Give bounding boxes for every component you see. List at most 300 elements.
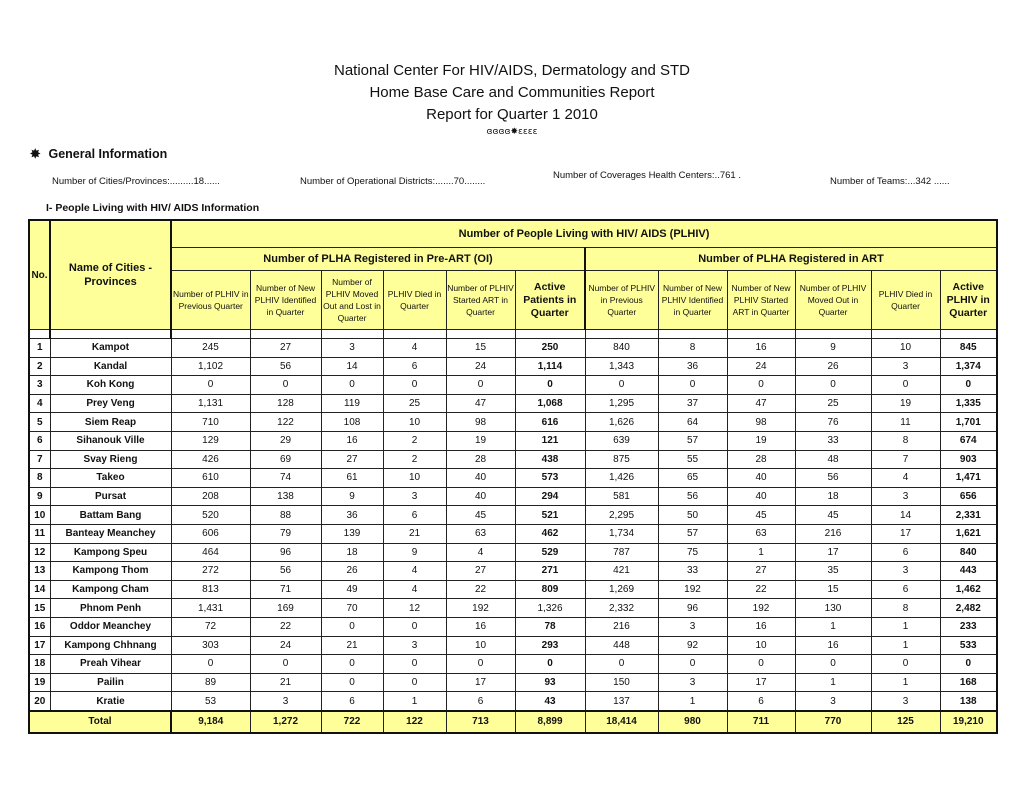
preart-cell: 24 bbox=[446, 357, 515, 376]
art-cell: 656 bbox=[940, 487, 997, 506]
row-number: 17 bbox=[29, 636, 50, 655]
province-name: Kratie bbox=[50, 692, 171, 711]
province-name: Koh Kong bbox=[50, 376, 171, 395]
art-cell: 28 bbox=[727, 450, 795, 469]
table-row bbox=[29, 617, 997, 636]
preart-cell: 21 bbox=[383, 524, 446, 543]
art-cell: 8 bbox=[658, 339, 727, 358]
preart-cell: 3 bbox=[383, 636, 446, 655]
art-cell: 1,295 bbox=[585, 394, 658, 413]
preart-cell: 18 bbox=[321, 543, 383, 562]
province-name: Pailin bbox=[50, 673, 171, 692]
table-row bbox=[29, 580, 997, 599]
preart-cell: 0 bbox=[383, 673, 446, 692]
preart-cell: 0 bbox=[321, 655, 383, 674]
preart-cell: 610 bbox=[171, 469, 250, 488]
art-cell: 10 bbox=[727, 636, 795, 655]
preart-cell: 21 bbox=[321, 636, 383, 655]
col-header-preart-died: PLHIV Died in Quarter bbox=[383, 271, 446, 330]
preart-cell: 10 bbox=[383, 413, 446, 432]
art-cell: 0 bbox=[871, 376, 940, 395]
art-cell: 3 bbox=[658, 617, 727, 636]
total-cell: 125 bbox=[871, 711, 940, 733]
districts-count: Number of Operational Districts:.......70........ bbox=[300, 176, 486, 187]
preart-cell: 96 bbox=[250, 543, 321, 562]
art-cell: 1,269 bbox=[585, 580, 658, 599]
preart-cell: 88 bbox=[250, 506, 321, 525]
art-cell: 75 bbox=[658, 543, 727, 562]
art-cell: 1,626 bbox=[585, 413, 658, 432]
preart-cell: 12 bbox=[383, 599, 446, 618]
preart-cell: 36 bbox=[321, 506, 383, 525]
col-header-preart-started-art: Number of PLHIV Started ART in Quarter bbox=[446, 271, 515, 330]
preart-cell: 4 bbox=[446, 543, 515, 562]
spacer-cell bbox=[795, 330, 871, 339]
art-cell: 192 bbox=[658, 580, 727, 599]
table-row bbox=[29, 506, 997, 525]
preart-cell: 15 bbox=[446, 339, 515, 358]
art-cell: 1 bbox=[871, 673, 940, 692]
preart-cell: 79 bbox=[250, 524, 321, 543]
preart-cell: 19 bbox=[446, 431, 515, 450]
preart-cell: 0 bbox=[321, 617, 383, 636]
spacer-cell bbox=[383, 330, 446, 339]
preart-cell: 293 bbox=[515, 636, 585, 655]
spacer-cell bbox=[658, 330, 727, 339]
art-cell: 168 bbox=[940, 673, 997, 692]
preart-cell: 119 bbox=[321, 394, 383, 413]
province-name: Kampong Speu bbox=[50, 543, 171, 562]
preart-cell: 208 bbox=[171, 487, 250, 506]
preart-cell: 21 bbox=[250, 673, 321, 692]
art-cell: 0 bbox=[727, 655, 795, 674]
col-header-no: No. bbox=[29, 220, 50, 330]
art-cell: 1 bbox=[871, 617, 940, 636]
art-cell: 18 bbox=[795, 487, 871, 506]
province-name: Preah Vihear bbox=[50, 655, 171, 674]
preart-cell: 1,431 bbox=[171, 599, 250, 618]
row-number: 9 bbox=[29, 487, 50, 506]
art-cell: 3 bbox=[795, 692, 871, 711]
preart-cell: 24 bbox=[250, 636, 321, 655]
art-cell: 130 bbox=[795, 599, 871, 618]
preart-cell: 70 bbox=[321, 599, 383, 618]
preart-cell: 139 bbox=[321, 524, 383, 543]
row-number: 18 bbox=[29, 655, 50, 674]
preart-cell: 25 bbox=[383, 394, 446, 413]
art-cell: 137 bbox=[585, 692, 658, 711]
province-name: Kampong Thom bbox=[50, 562, 171, 581]
row-number: 19 bbox=[29, 673, 50, 692]
province-name: Kampot bbox=[50, 339, 171, 358]
art-cell: 1,621 bbox=[940, 524, 997, 543]
art-cell: 92 bbox=[658, 636, 727, 655]
group-header-preart: Number of PLHA Registered in Pre-ART (OI) bbox=[171, 248, 585, 271]
province-name: Svay Rieng bbox=[50, 450, 171, 469]
province-name: Sihanouk Ville bbox=[50, 431, 171, 450]
province-name: Battam Bang bbox=[50, 506, 171, 525]
preart-cell: 250 bbox=[515, 339, 585, 358]
preart-cell: 16 bbox=[321, 431, 383, 450]
preart-cell: 0 bbox=[446, 655, 515, 674]
preart-cell: 0 bbox=[383, 376, 446, 395]
art-cell: 3 bbox=[871, 487, 940, 506]
art-cell: 3 bbox=[658, 673, 727, 692]
art-cell: 50 bbox=[658, 506, 727, 525]
spacer-cell bbox=[29, 330, 50, 339]
art-cell: 216 bbox=[585, 617, 658, 636]
art-cell: 57 bbox=[658, 431, 727, 450]
col-header-preart-moved: Number of PLHIV Moved Out and Lost in Quarter bbox=[321, 271, 383, 330]
table-row bbox=[29, 357, 997, 376]
preart-cell: 40 bbox=[446, 487, 515, 506]
total-cell: 722 bbox=[321, 711, 383, 733]
art-cell: 98 bbox=[727, 413, 795, 432]
row-number: 11 bbox=[29, 524, 50, 543]
col-header-art-active: Active PLHIV in Quarter bbox=[940, 271, 997, 330]
preart-cell: 464 bbox=[171, 543, 250, 562]
art-cell: 48 bbox=[795, 450, 871, 469]
plhiv-table bbox=[28, 219, 998, 734]
preart-cell: 3 bbox=[383, 487, 446, 506]
row-number: 20 bbox=[29, 692, 50, 711]
art-cell: 1 bbox=[871, 636, 940, 655]
row-number: 4 bbox=[29, 394, 50, 413]
art-cell: 45 bbox=[795, 506, 871, 525]
preart-cell: 0 bbox=[446, 376, 515, 395]
art-cell: 0 bbox=[940, 655, 997, 674]
province-name: Phnom Penh bbox=[50, 599, 171, 618]
preart-cell: 45 bbox=[446, 506, 515, 525]
total-cell: 980 bbox=[658, 711, 727, 733]
preart-cell: 28 bbox=[446, 450, 515, 469]
art-cell: 6 bbox=[871, 543, 940, 562]
preart-cell: 122 bbox=[250, 413, 321, 432]
col-header-preart-active: Active Patients in Quarter bbox=[515, 271, 585, 330]
general-info-heading bbox=[30, 146, 167, 161]
preart-cell: 0 bbox=[321, 673, 383, 692]
col-header-art-died: PLHIV Died in Quarter bbox=[871, 271, 940, 330]
art-cell: 76 bbox=[795, 413, 871, 432]
row-number: 6 bbox=[29, 431, 50, 450]
preart-cell: 0 bbox=[171, 655, 250, 674]
general-info-label: General Information bbox=[48, 147, 168, 161]
preart-cell: 27 bbox=[250, 339, 321, 358]
preart-cell: 0 bbox=[171, 376, 250, 395]
preart-cell: 0 bbox=[515, 655, 585, 674]
art-cell: 25 bbox=[795, 394, 871, 413]
total-cell: 122 bbox=[383, 711, 446, 733]
table-row bbox=[29, 636, 997, 655]
col-header-preart-previous: Number of PLHIV in Previous Quarter bbox=[171, 271, 250, 330]
preart-cell: 426 bbox=[171, 450, 250, 469]
art-cell: 903 bbox=[940, 450, 997, 469]
preart-cell: 606 bbox=[171, 524, 250, 543]
art-cell: 16 bbox=[727, 617, 795, 636]
preart-cell: 6 bbox=[321, 692, 383, 711]
province-name: Kandal bbox=[50, 357, 171, 376]
art-cell: 2,482 bbox=[940, 599, 997, 618]
preart-cell: 6 bbox=[446, 692, 515, 711]
art-cell: 845 bbox=[940, 339, 997, 358]
preart-cell: 809 bbox=[515, 580, 585, 599]
art-cell: 1,374 bbox=[940, 357, 997, 376]
preart-cell: 89 bbox=[171, 673, 250, 692]
art-cell: 0 bbox=[727, 376, 795, 395]
table-row bbox=[29, 524, 997, 543]
art-cell: 16 bbox=[795, 636, 871, 655]
table-row bbox=[29, 469, 997, 488]
preart-cell: 1,114 bbox=[515, 357, 585, 376]
total-cell: 713 bbox=[446, 711, 515, 733]
preart-cell: 294 bbox=[515, 487, 585, 506]
art-cell: 840 bbox=[940, 543, 997, 562]
art-cell: 233 bbox=[940, 617, 997, 636]
spacer-cell bbox=[321, 330, 383, 339]
art-cell: 0 bbox=[585, 376, 658, 395]
spacer-cell bbox=[171, 330, 250, 339]
art-cell: 192 bbox=[727, 599, 795, 618]
preart-cell: 17 bbox=[446, 673, 515, 692]
table-row bbox=[29, 394, 997, 413]
preart-cell: 22 bbox=[250, 617, 321, 636]
art-cell: 3 bbox=[871, 562, 940, 581]
preart-cell: 78 bbox=[515, 617, 585, 636]
table-row bbox=[29, 655, 997, 674]
art-cell: 7 bbox=[871, 450, 940, 469]
preart-cell: 16 bbox=[446, 617, 515, 636]
art-cell: 674 bbox=[940, 431, 997, 450]
teams-count: Number of Teams:...342 ...... bbox=[830, 176, 950, 187]
preart-cell: 272 bbox=[171, 562, 250, 581]
preart-cell: 303 bbox=[171, 636, 250, 655]
province-name: Kampong Chhnang bbox=[50, 636, 171, 655]
preart-cell: 9 bbox=[321, 487, 383, 506]
art-cell: 3 bbox=[871, 357, 940, 376]
art-cell: 14 bbox=[871, 506, 940, 525]
preart-cell: 128 bbox=[250, 394, 321, 413]
report-period: Report for Quarter 1 2010 bbox=[426, 106, 598, 123]
preart-cell: 462 bbox=[515, 524, 585, 543]
preart-cell: 10 bbox=[446, 636, 515, 655]
art-cell: 8 bbox=[871, 599, 940, 618]
art-cell: 64 bbox=[658, 413, 727, 432]
art-cell: 6 bbox=[871, 580, 940, 599]
art-cell: 33 bbox=[658, 562, 727, 581]
table-row bbox=[29, 599, 997, 618]
table-row bbox=[29, 543, 997, 562]
spacer-cell bbox=[446, 330, 515, 339]
ornament-divider: ɞɞɞɞ✸ɛɛɛɛ bbox=[486, 127, 538, 137]
preart-cell: 47 bbox=[446, 394, 515, 413]
art-cell: 55 bbox=[658, 450, 727, 469]
art-cell: 16 bbox=[727, 339, 795, 358]
art-cell: 57 bbox=[658, 524, 727, 543]
art-cell: 15 bbox=[795, 580, 871, 599]
art-cell: 19 bbox=[871, 394, 940, 413]
col-header-preart-new: Number of New PLHIV Identified in Quarter bbox=[250, 271, 321, 330]
art-cell: 0 bbox=[871, 655, 940, 674]
preart-cell: 2 bbox=[383, 431, 446, 450]
health-centers-count: Number of Coverages Health Centers:..761 . bbox=[553, 170, 741, 181]
art-cell: 1 bbox=[795, 673, 871, 692]
preart-cell: 0 bbox=[383, 617, 446, 636]
province-name: Siem Reap bbox=[50, 413, 171, 432]
row-number: 16 bbox=[29, 617, 50, 636]
art-cell: 96 bbox=[658, 599, 727, 618]
art-cell: 4 bbox=[871, 469, 940, 488]
row-number: 14 bbox=[29, 580, 50, 599]
art-cell: 1,734 bbox=[585, 524, 658, 543]
preart-cell: 71 bbox=[250, 580, 321, 599]
art-cell: 0 bbox=[658, 655, 727, 674]
preart-cell: 1,326 bbox=[515, 599, 585, 618]
art-cell: 138 bbox=[940, 692, 997, 711]
preart-cell: 4 bbox=[383, 580, 446, 599]
spacer-cell bbox=[727, 330, 795, 339]
preart-cell: 56 bbox=[250, 562, 321, 581]
table-row bbox=[29, 376, 997, 395]
spacer-cell bbox=[515, 330, 585, 339]
row-number: 3 bbox=[29, 376, 50, 395]
row-number: 7 bbox=[29, 450, 50, 469]
art-cell: 6 bbox=[727, 692, 795, 711]
art-cell: 1,471 bbox=[940, 469, 997, 488]
col-header-art-previous: Number of PLHIV in Previous Quarter bbox=[585, 271, 658, 330]
col-header-art-moved: Number of PLHIV Moved Out in Quarter bbox=[795, 271, 871, 330]
preart-cell: 121 bbox=[515, 431, 585, 450]
preart-cell: 813 bbox=[171, 580, 250, 599]
total-cell: 18,414 bbox=[585, 711, 658, 733]
row-number: 15 bbox=[29, 599, 50, 618]
preart-cell: 0 bbox=[250, 655, 321, 674]
preart-cell: 27 bbox=[321, 450, 383, 469]
preart-cell: 49 bbox=[321, 580, 383, 599]
preart-cell: 0 bbox=[250, 376, 321, 395]
table-row bbox=[29, 487, 997, 506]
preart-cell: 27 bbox=[446, 562, 515, 581]
preart-cell: 10 bbox=[383, 469, 446, 488]
preart-cell: 3 bbox=[250, 692, 321, 711]
art-cell: 9 bbox=[795, 339, 871, 358]
art-cell: 37 bbox=[658, 394, 727, 413]
spacer-cell bbox=[585, 330, 658, 339]
province-name: Takeo bbox=[50, 469, 171, 488]
preart-cell: 69 bbox=[250, 450, 321, 469]
total-cell: 9,184 bbox=[171, 711, 250, 733]
art-cell: 27 bbox=[727, 562, 795, 581]
preart-cell: 192 bbox=[446, 599, 515, 618]
province-name: Oddor Meanchey bbox=[50, 617, 171, 636]
preart-cell: 1 bbox=[383, 692, 446, 711]
preart-cell: 0 bbox=[383, 655, 446, 674]
art-cell: 40 bbox=[727, 487, 795, 506]
group-header-plhiv: Number of People Living with HIV/ AIDS (PLHIV) bbox=[171, 220, 997, 248]
table-row bbox=[29, 673, 997, 692]
art-cell: 0 bbox=[795, 376, 871, 395]
art-cell: 63 bbox=[727, 524, 795, 543]
table-row bbox=[29, 431, 997, 450]
row-number: 2 bbox=[29, 357, 50, 376]
preart-cell: 98 bbox=[446, 413, 515, 432]
spacer-cell bbox=[871, 330, 940, 339]
art-cell: 3 bbox=[871, 692, 940, 711]
preart-cell: 4 bbox=[383, 562, 446, 581]
row-number: 13 bbox=[29, 562, 50, 581]
preart-cell: 74 bbox=[250, 469, 321, 488]
art-cell: 1,426 bbox=[585, 469, 658, 488]
col-header-art-new: Number of New PLHIV Identified in Quarter bbox=[658, 271, 727, 330]
art-cell: 0 bbox=[940, 376, 997, 395]
table-row bbox=[29, 692, 997, 711]
art-cell: 0 bbox=[658, 376, 727, 395]
province-name: Prey Veng bbox=[50, 394, 171, 413]
preart-cell: 6 bbox=[383, 506, 446, 525]
art-cell: 26 bbox=[795, 357, 871, 376]
spacer-row bbox=[29, 330, 997, 339]
preart-cell: 710 bbox=[171, 413, 250, 432]
group-header-art: Number of PLHA Registered in ART bbox=[585, 248, 997, 271]
preart-cell: 43 bbox=[515, 692, 585, 711]
art-cell: 875 bbox=[585, 450, 658, 469]
total-cell: 19,210 bbox=[940, 711, 997, 733]
preart-cell: 520 bbox=[171, 506, 250, 525]
asterisk-bullet-icon: ✸ bbox=[30, 147, 41, 161]
table-row bbox=[29, 562, 997, 581]
art-cell: 421 bbox=[585, 562, 658, 581]
table-row bbox=[29, 413, 997, 432]
art-cell: 2,332 bbox=[585, 599, 658, 618]
spacer-cell bbox=[250, 330, 321, 339]
art-cell: 1 bbox=[727, 543, 795, 562]
row-number: 12 bbox=[29, 543, 50, 562]
preart-cell: 9 bbox=[383, 543, 446, 562]
report-title-block bbox=[0, 60, 1024, 138]
art-cell: 1,343 bbox=[585, 357, 658, 376]
total-label: Total bbox=[29, 711, 171, 733]
art-cell: 639 bbox=[585, 431, 658, 450]
total-row bbox=[29, 711, 997, 733]
preart-cell: 1,068 bbox=[515, 394, 585, 413]
total-cell: 8,899 bbox=[515, 711, 585, 733]
preart-cell: 0 bbox=[321, 376, 383, 395]
art-cell: 11 bbox=[871, 413, 940, 432]
preart-cell: 245 bbox=[171, 339, 250, 358]
art-cell: 2,295 bbox=[585, 506, 658, 525]
preart-cell: 4 bbox=[383, 339, 446, 358]
preart-cell: 93 bbox=[515, 673, 585, 692]
preart-cell: 529 bbox=[515, 543, 585, 562]
preart-cell: 6 bbox=[383, 357, 446, 376]
art-cell: 47 bbox=[727, 394, 795, 413]
art-cell: 1,701 bbox=[940, 413, 997, 432]
row-number: 5 bbox=[29, 413, 50, 432]
table-row bbox=[29, 339, 997, 358]
preart-cell: 61 bbox=[321, 469, 383, 488]
preart-cell: 14 bbox=[321, 357, 383, 376]
plhiv-section-heading: I- People Living with HIV/ AIDS Information bbox=[46, 202, 260, 214]
art-cell: 17 bbox=[795, 543, 871, 562]
row-number: 8 bbox=[29, 469, 50, 488]
col-header-name: Name of Cities - Provinces bbox=[50, 220, 171, 330]
art-cell: 2,331 bbox=[940, 506, 997, 525]
art-cell: 840 bbox=[585, 339, 658, 358]
table-row bbox=[29, 450, 997, 469]
preart-cell: 169 bbox=[250, 599, 321, 618]
art-cell: 1 bbox=[795, 617, 871, 636]
preart-cell: 271 bbox=[515, 562, 585, 581]
preart-cell: 63 bbox=[446, 524, 515, 543]
